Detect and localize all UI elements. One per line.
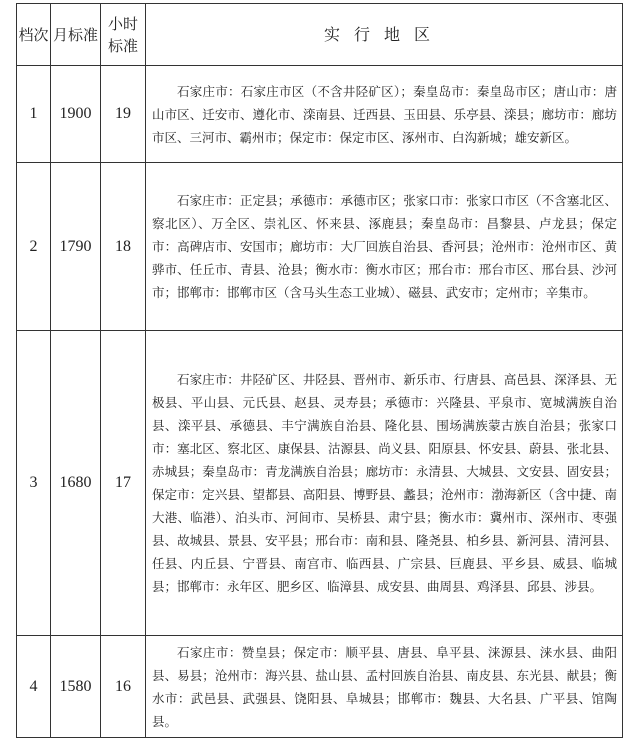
row-level: 1 <box>17 66 51 163</box>
row-hourly-standard: 18 <box>101 163 146 331</box>
row-monthly-standard: 1900 <box>51 66 101 163</box>
table-row <box>17 331 623 636</box>
row-regions: 石家庄市：赞皇县；保定市：顺平县、唐县、阜平县、涞源县、涞水县、曲阳县、易县；沧州市：海兴县、盐山县、孟村回族自治县、南皮县、东光县、献县；衡水市：武邑县、武强县、饶阳县、阜城县；邯郸市：魏县、大名县、广平县、馆陶县。 <box>146 636 623 738</box>
row-regions: 石家庄市：石家庄市区（不含井陉矿区）；秦皇岛市：秦皇岛市区；唐山市：唐山市区、迁安市、遵化市、滦南县、迁西县、玉田县、乐亭县、滦县；廊坊市：廊坊市区、三河市、霸州市；保定市：保定市区、涿州市、白沟新城；雄安新区。 <box>146 66 623 163</box>
table-row <box>17 163 623 331</box>
row-hourly-standard: 16 <box>101 636 146 738</box>
row-level: 4 <box>17 636 51 738</box>
row-regions: 石家庄市：正定县；承德市：承德市区；张家口市：张家口市区（不含塞北区、察北区）、万全区、崇礼区、怀来县、涿鹿县；秦皇岛市：昌黎县、卢龙县；保定市：高碑店市、安国市；廊坊市：大厂回族自治县、香河县；沧州市：沧州市区、黄骅市、任丘市、青县、沧县；衡水市：衡水市区；邢台市：邢台市区、邢台县、沙河市；邯郸市：邯郸市区（含马头生态工业城）、磁县、武安市；定州市；辛集市。 <box>146 163 623 331</box>
row-hourly-standard: 19 <box>101 66 146 163</box>
header-hourly-standard: 小时标准 <box>101 4 146 66</box>
row-hourly-standard: 17 <box>101 331 146 636</box>
header-region: 实行地区 <box>146 4 623 66</box>
row-level: 3 <box>17 331 51 636</box>
row-monthly-standard: 1790 <box>51 163 101 331</box>
table-row <box>17 636 623 738</box>
row-regions: 石家庄市：井陉矿区、井陉县、晋州市、新乐市、行唐县、高邑县、深泽县、无极县、平山县、元氏县、赵县、灵寿县；承德市：兴隆县、平泉市、宽城满族自治县、滦平县、承德县、丰宁满族自治县、隆化县、围场满族蒙古族自治县；张家口市：塞北区、察北区、康保县、沽源县、尚义县、阳原县、怀安县、蔚县、张北县、赤城县；秦皇岛市：青龙满族自治县；廊坊市：永清县、大城县、文安县、固安县；保定市：定兴县、望都县、高阳县、博野县、蠡县；沧州市：渤海新区（含中捷、南大港、临港）、泊头市、河间市、吴桥县、肃宁县；衡水市：冀州市、深州市、枣强县、故城县、景县、安平县；邢台市：南和县、隆尧县、柏乡县、新河县、清河县、任县、内丘县、宁晋县、南宫市、临西县、广宗县、巨鹿县、平乡县、威县、临城县；邯郸市：永年区、肥乡区、临漳县、成安县、曲周县、鸡泽县、邱县、涉县。 <box>146 331 623 636</box>
row-monthly-standard: 1580 <box>51 636 101 738</box>
header-level: 档次 <box>17 4 51 66</box>
header-row <box>17 4 623 66</box>
table-row <box>17 66 623 163</box>
row-level: 2 <box>17 163 51 331</box>
row-monthly-standard: 1680 <box>51 331 101 636</box>
minimum-wage-table <box>16 3 623 738</box>
header-monthly-standard: 月标准 <box>51 4 101 66</box>
